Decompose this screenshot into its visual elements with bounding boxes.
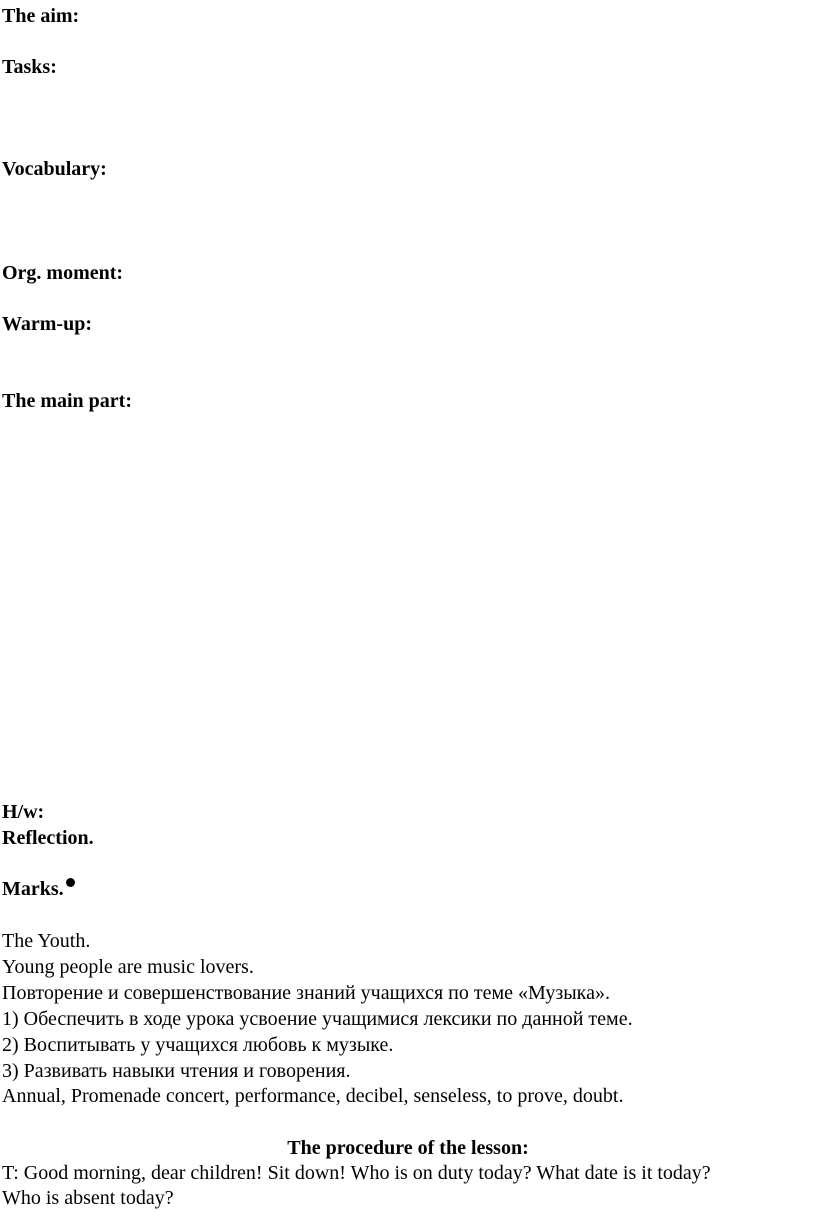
- heading-tasks: Tasks:: [2, 56, 57, 78]
- task-item-2: 2) Воспитывать у учащихся любовь к музыке.: [2, 1034, 394, 1056]
- heading-vocabulary: Vocabulary:: [2, 158, 107, 180]
- heading-marks: [2, 877, 75, 901]
- heading-main-part: The main part:: [2, 390, 132, 412]
- topic-text: The Youth.: [2, 930, 91, 952]
- marks-label: Marks.: [2, 878, 64, 900]
- heading-org-moment: Org. moment:: [2, 262, 124, 284]
- procedure-heading: The procedure of the lesson:: [287, 1137, 529, 1159]
- heading-hw: H/w:: [2, 801, 45, 823]
- aim-text: Повторение и совершенствование знаний учащихся по теме «Музыка».: [2, 982, 610, 1004]
- teacher-line-1: T: Good morning, dear children! Sit down! Who is on duty today? What date is it today?: [2, 1162, 711, 1184]
- heading-aim: The aim:: [2, 5, 80, 27]
- bullet-icon: [66, 878, 75, 887]
- teacher-line-2: Who is absent today?: [2, 1187, 174, 1209]
- task-item-1: 1) Обеспечить в ходе урока усвоение учащимися лексики по данной теме.: [2, 1008, 633, 1030]
- vocabulary-text: Annual, Promenade concert, performance, decibel, senseless, to prove, doubt.: [2, 1085, 624, 1107]
- subtopic-text: Young people are music lovers.: [2, 956, 254, 978]
- task-item-3: 3) Развивать навыки чтения и говорения.: [2, 1060, 351, 1082]
- heading-warm-up: Warm-up:: [2, 313, 92, 335]
- heading-reflection: Reflection.: [2, 827, 94, 849]
